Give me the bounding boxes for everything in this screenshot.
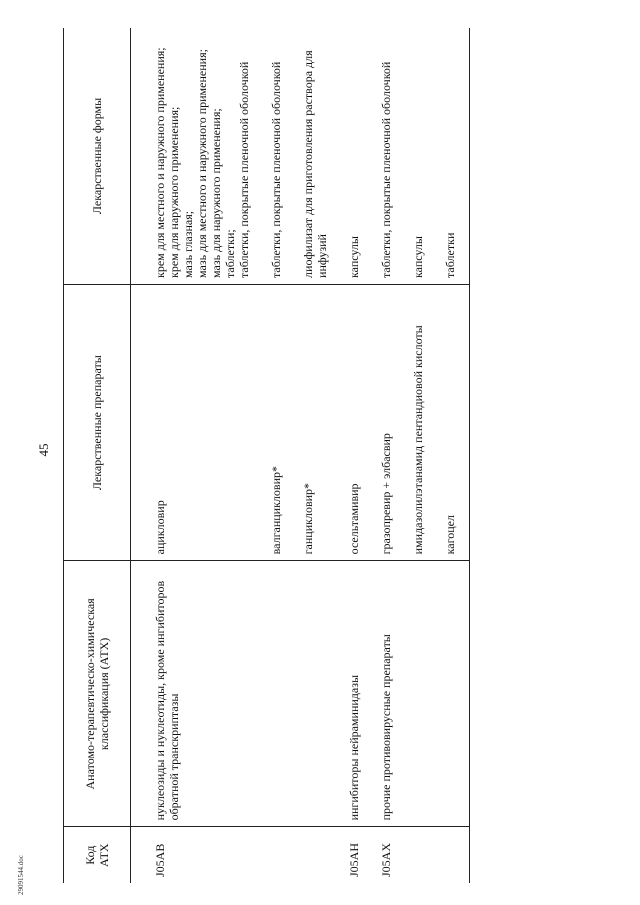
cell-forms — [149, 28, 255, 284]
cell-preparation: валганцикловир* — [255, 284, 287, 560]
cell-code: J05AH — [347, 842, 361, 877]
cell-code — [255, 827, 287, 883]
cell-classification — [287, 561, 333, 827]
table-row — [149, 28, 255, 883]
cell-forms: таблетки, покрытые пленочной оболочкой — [365, 28, 397, 284]
table-row — [397, 28, 429, 883]
table-row — [287, 28, 333, 883]
table-row — [365, 28, 397, 883]
doc-id: 29091544.doc — [17, 855, 25, 895]
header-code: Код АТХ — [64, 827, 131, 883]
table-row — [255, 28, 287, 883]
cell-forms: таблетки, покрытые пленочной оболочкой — [255, 28, 287, 284]
cell-forms: капсулы — [397, 28, 429, 284]
cell-classification — [397, 561, 429, 827]
cell-preparation: кагоцел — [429, 284, 470, 560]
cell-code — [397, 827, 429, 883]
cell-classification — [429, 561, 470, 827]
forms-text: крем для местного и наружного применения; крем для наружного применения; мазь глазная; мазь для местного и наружного применения; мазь для наружного применения; таблетки; таблетки, покрытые пленочной оболочкой — [153, 47, 251, 278]
page-number: 45 — [36, 443, 51, 457]
header-preparations: Лекарственные препараты — [64, 284, 131, 560]
header-classification: Анатомо-терапевтическо-химическая классификация (АТХ) — [64, 561, 131, 827]
table-header-row — [64, 28, 131, 883]
header-forms: Лекарственные формы — [64, 28, 131, 284]
cell-forms: таблетки — [429, 28, 470, 284]
cell-classification: нуклеозиды и нуклеотиды, кроме ингибиторов обратной транскриптазы — [149, 561, 255, 827]
cell-code: J05AX — [379, 842, 393, 877]
cell-classification: прочие противовирусные препараты — [365, 561, 397, 827]
cell-code — [287, 827, 333, 883]
cell-preparation: осельтамивир — [333, 284, 365, 560]
cell-code: J05AB — [153, 843, 167, 877]
cell-code — [429, 827, 470, 883]
cell-preparation: ганцикловир* — [287, 284, 333, 560]
atc-table — [63, 28, 470, 883]
doc-id-container — [10, 855, 28, 895]
cell-classification: ингибиторы нейраминидазы — [333, 561, 365, 827]
cell-classification — [255, 561, 287, 827]
cell-forms: лиофилизат для приготовления раствора для инфузий — [287, 28, 333, 284]
table-row — [429, 28, 470, 883]
table-row — [333, 28, 365, 883]
cell-forms: капсулы — [333, 28, 365, 284]
cell-preparation: имидазолилэтанамид пентандиовой кислоты — [397, 284, 429, 560]
cell-preparation: гразопревир + элбасвир — [365, 284, 397, 560]
cell-preparation: ацикловир — [149, 284, 255, 560]
